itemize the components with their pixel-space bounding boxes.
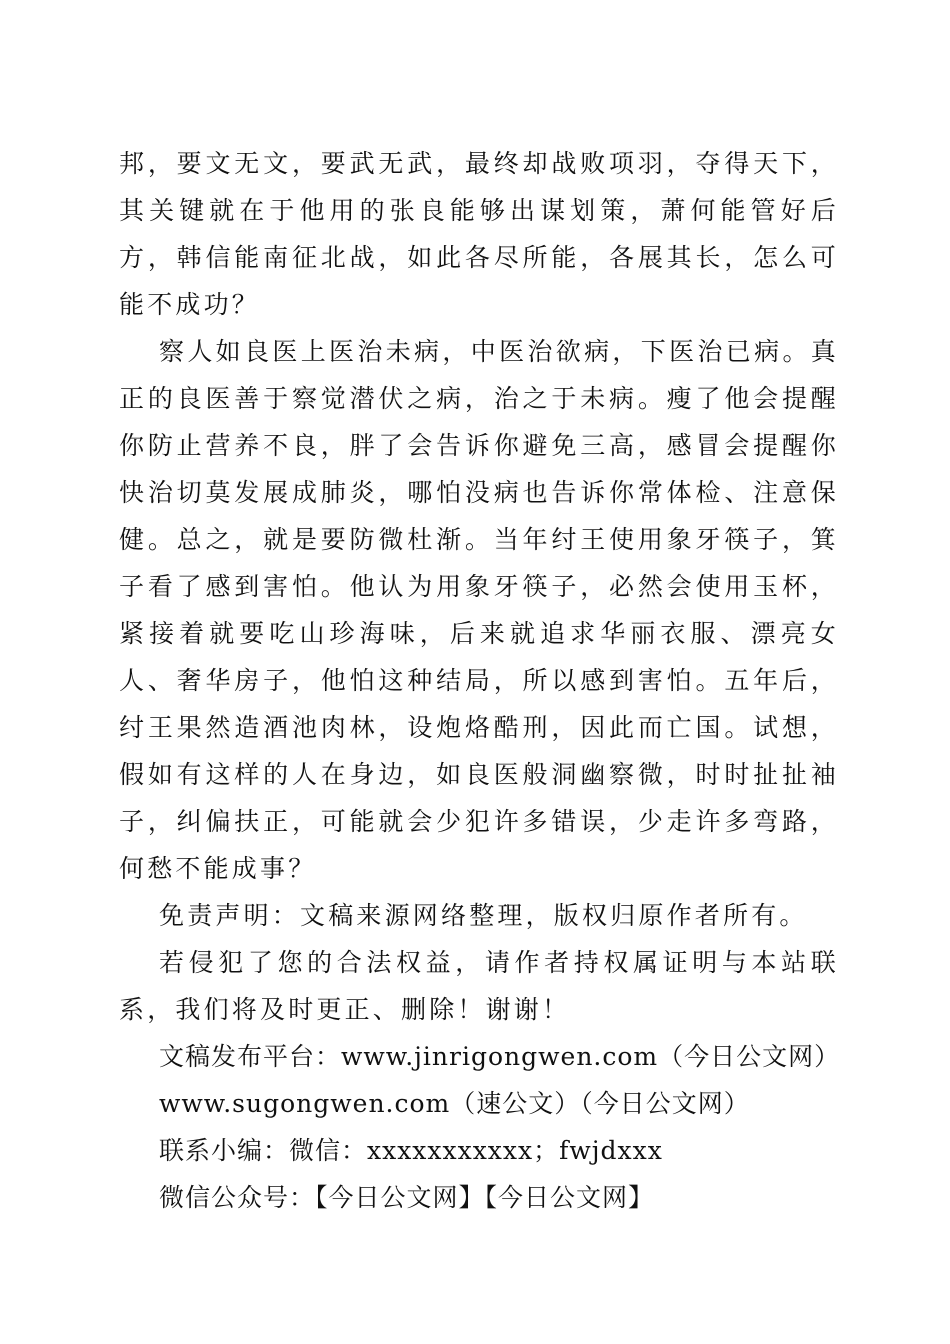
sugongwen-site-line: www.sugongwen.com（速公文）（今日公文网） (159, 1089, 750, 1118)
publishing-platform-line: 文稿发布平台：www.jinrigongwen.com（今日公文网） (159, 1042, 841, 1071)
paragraph-good-doctor: 察人如良医上医治未病，中医治欲病，下医治已病。真正的良医善于察觉潜伏之病，治之于未病。瘦了他会提醒你防止营养不良，胖了会告诉你避免三高，感冒会提醒你快治切莫发展成肺炎，哪怕没病也告诉你常体检、注意保健。总之，就是要防微杜渐。当年纣王使用象牙筷子，箕子看了感到害怕。他认为用象牙筷子，必然会使用玉杯，紧接着就要吃山珍海味，后来就追求华丽衣服、漂亮女人、奢华房子，他怕这种结局，所以感到害怕。五年后，纣王果然造酒池肉林，设炮烙酷刑，因此而亡国。试想，假如有这样的人在身边，如良医般洞幽察微，时时扯扯袖子，纠偏扶正，可能就会少犯许多错误，少走许多弯路，何愁不能成事？ (119, 337, 839, 883)
infringement-notice: 若侵犯了您的合法权益，请作者持权属证明与本站联系，我们将及时更正、删除！谢谢！ (119, 948, 839, 1024)
editor-contact-line: 联系小编：微信：xxxxxxxxxxx；fwjdxxx (159, 1136, 663, 1165)
document-body (119, 140, 839, 1221)
wechat-account-line: 微信公众号：【今日公文网】【今日公文网】 (159, 1183, 655, 1212)
paragraph-liu-bang-conclusion: 邦，要文无文，要武无武，最终却战败项羽，夺得天下，其关键就在于他用的张良能够出谋划策，萧何能管好后方，韩信能南征北战，如此各尽所能，各展其长，怎么可能不成功？ (119, 149, 839, 319)
disclaimer-line: 免责声明：文稿来源网络整理，版权归原作者所有。 (159, 901, 808, 930)
